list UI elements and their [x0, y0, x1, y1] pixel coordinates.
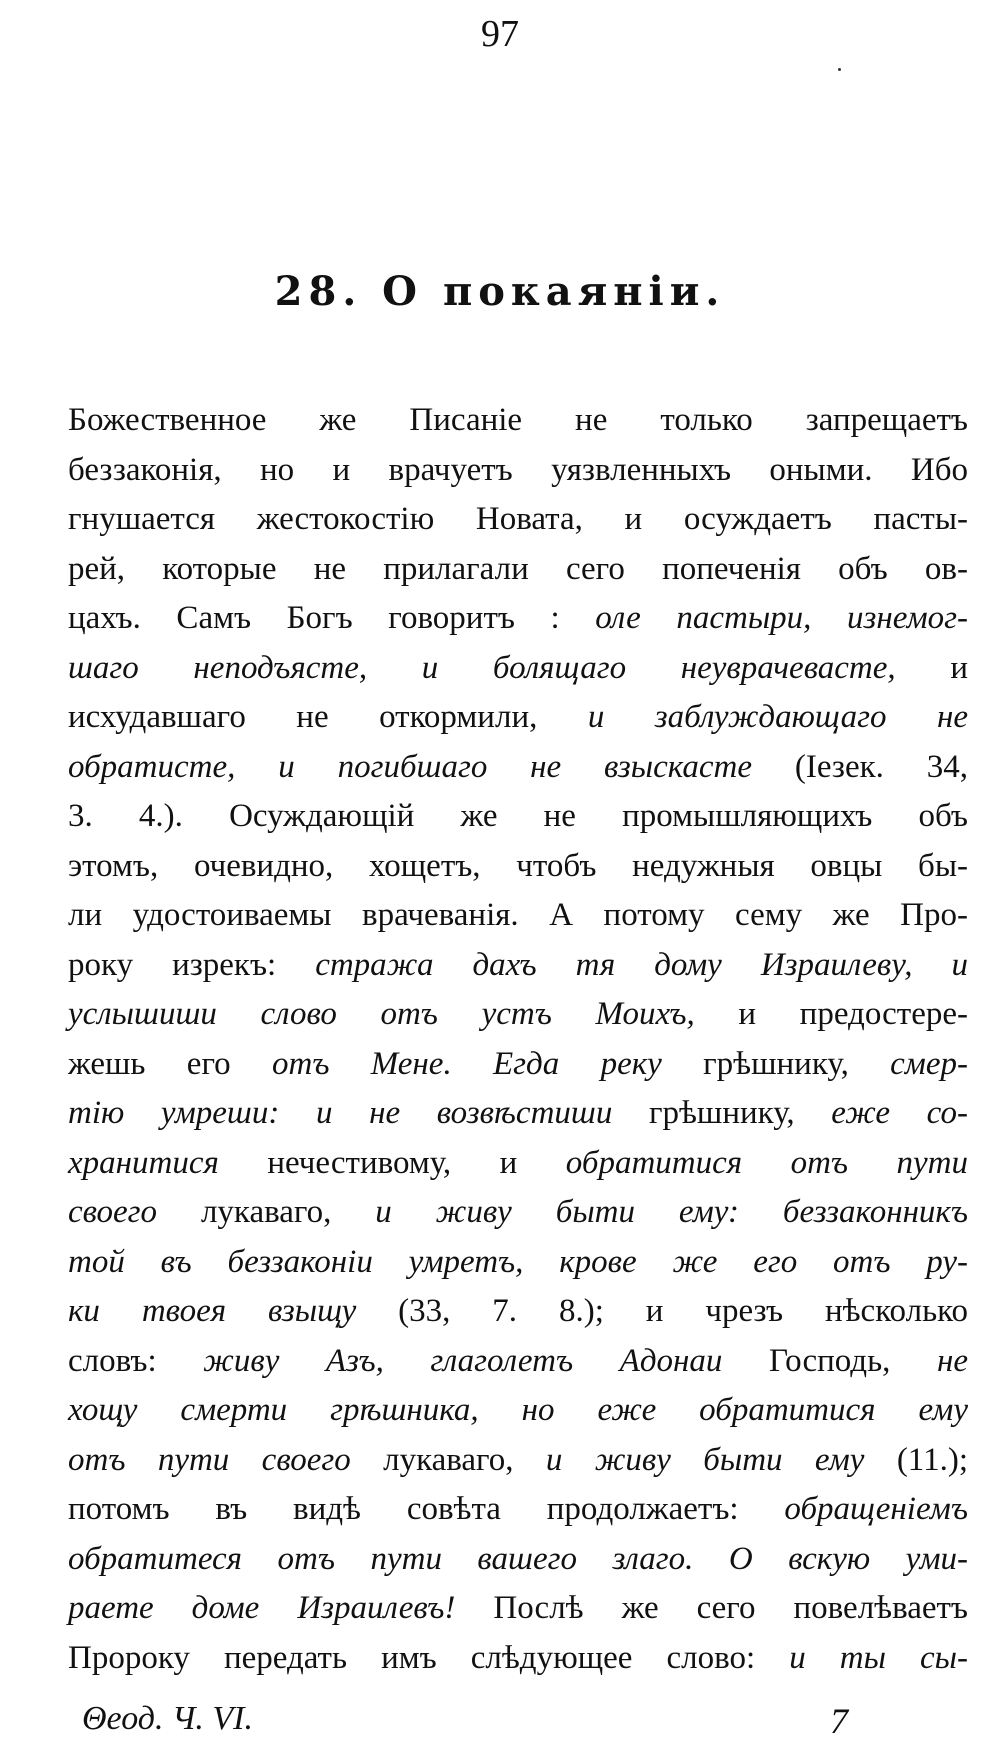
text-line [68, 446, 968, 496]
italic-quote-segment: хощу смерти грѣшника, но еже обратитися ему [68, 1392, 968, 1428]
italic-quote-segment: и ты сы- [789, 1639, 968, 1676]
text-segment: грѣшнику, [661, 1045, 891, 1082]
text-segment: и [895, 649, 968, 686]
italic-quote-segment: хранитися [68, 1144, 219, 1181]
text-segment: грѣшнику, [612, 1095, 832, 1131]
text-line [68, 990, 968, 1040]
italic-quote-segment: и живу быти ему [545, 1441, 865, 1478]
page-number: 97 [481, 13, 519, 55]
text-segment: Божественное же Писанiе не только запрещаетъ [68, 402, 968, 438]
text-segment: словъ: [68, 1342, 204, 1379]
text-segment: (11.); [864, 1441, 968, 1478]
italic-quote-segment: еже со- [831, 1095, 968, 1131]
text-line [68, 1139, 968, 1189]
italic-quote-segment: тiю умреши: и не возвѣстиши [68, 1095, 613, 1131]
italic-quote-segment: обращенiемъ [784, 1491, 968, 1527]
text-line [68, 1535, 968, 1585]
italic-quote-segment: оле пастыри, изнемог- [595, 600, 968, 636]
text-segment: этомъ, очевидно, хощетъ, чтобъ недужныя овцы бы- [68, 847, 968, 884]
text-line [68, 1287, 968, 1337]
text-line [68, 545, 968, 595]
text-segment: цахъ. Самъ Богъ говоритъ : [68, 600, 596, 636]
print-speck [838, 68, 841, 71]
text-line [68, 1089, 968, 1139]
italic-quote-segment: шаго неподъясте, и болящаго неуврачевасте, [68, 649, 896, 686]
text-segment: ли удостоиваемы врачеванiя. А потому сему же Про- [68, 897, 968, 933]
italic-quote-segment: обратисте, и погибшаго не взыскасте [68, 748, 753, 785]
text-segment: року изрекъ: [68, 946, 316, 983]
text-segment: нечестивому, и [218, 1144, 566, 1181]
italic-quote-segment: отъ Мене. Егда реку [271, 1045, 662, 1082]
italic-quote-segment: отъ пути своего [68, 1441, 351, 1478]
text-segment: рей, которые не прилагали сего попеченiя объ ов- [68, 550, 968, 587]
text-segment: 3. 4.). Осуждающiй же не промышляющихъ объ [68, 798, 968, 834]
text-segment: лукаваго, [157, 1194, 376, 1230]
text-line [68, 1485, 968, 1535]
italic-quote-segment: своего [68, 1194, 158, 1230]
text-segment: исхудавшаго не откормили, [68, 699, 588, 735]
italic-quote-segment: обратитеся отъ пути вашего злаго. О вскую уми- [68, 1540, 968, 1577]
text-segment: потомъ въ видѣ совѣта продолжаетъ: [68, 1491, 785, 1527]
italic-quote-segment: ки твоея взыщу [68, 1293, 357, 1329]
text-line [68, 792, 968, 842]
text-line [68, 693, 968, 743]
text-line [68, 1386, 968, 1436]
text-segment: и предостере- [694, 996, 969, 1032]
section-heading: 28. О покаянiи. [274, 268, 726, 315]
italic-quote-segment: и живу быти ему: беззаконникъ [375, 1194, 968, 1230]
text-line [68, 941, 968, 991]
text-line [68, 842, 968, 892]
text-line [68, 1188, 968, 1238]
text-line [68, 644, 968, 694]
italic-quote-segment: смер- [890, 1045, 968, 1082]
text-segment: (Iезек. 34, [752, 748, 968, 785]
text-line [68, 1238, 968, 1288]
italic-quote-segment: обратитися отъ пути [565, 1144, 969, 1181]
text-segment: беззаконiя, но и врачуетъ уязвленныхъ оными. Ибо [68, 451, 968, 488]
text-line [68, 743, 968, 793]
text-line [68, 396, 968, 446]
italic-quote-segment: и заблуждающаго не [587, 699, 968, 735]
text-line [68, 594, 968, 644]
text-segment: (33, 7. 8.); и чрезъ нѣсколько [356, 1293, 968, 1329]
text-segment: жешь его [68, 1045, 272, 1082]
text-segment: Послѣ же сего повелѣваетъ [455, 1590, 969, 1626]
text-segment: Пророку передать имъ слѣдующее слово: [68, 1639, 790, 1676]
italic-quote-segment: не [936, 1342, 968, 1379]
italic-quote-segment: той въ беззаконiи умретъ, крове же его отъ ру- [68, 1243, 968, 1280]
footer-sheet-number: 7 [830, 1701, 848, 1741]
text-line [68, 1584, 968, 1634]
text-line [68, 1436, 968, 1486]
text-segment: Господь, [722, 1342, 937, 1379]
text-line [68, 891, 968, 941]
text-line [68, 495, 968, 545]
footer-signature: Θеод. Ч. VI. [82, 1700, 253, 1737]
text-segment: гнушается жестокостiю Новата, и осуждаетъ пасты- [68, 501, 968, 537]
body-text [68, 396, 968, 1683]
text-line [68, 1634, 968, 1684]
italic-quote-segment: раете доме Израилевъ! [68, 1590, 456, 1626]
italic-quote-segment: живу Азъ, глаголетъ Адонаи [203, 1342, 723, 1379]
text-line [68, 1337, 968, 1387]
text-line [68, 1040, 968, 1090]
italic-quote-segment: услышиши слово отъ устъ Моихъ, [68, 996, 695, 1032]
text-segment: лукаваго, [350, 1441, 546, 1478]
italic-quote-segment: стража дахъ тя дому Израилеву, и [315, 946, 968, 983]
